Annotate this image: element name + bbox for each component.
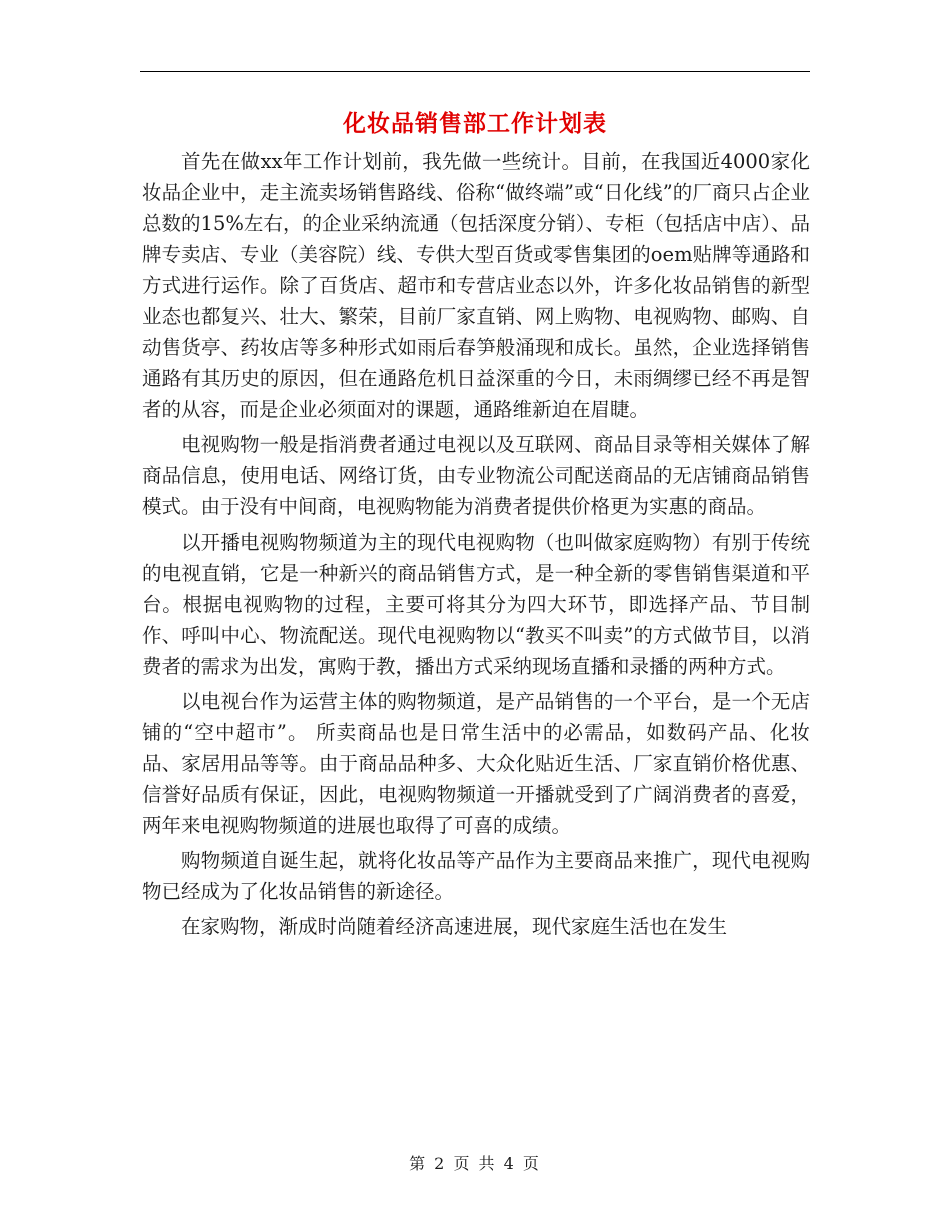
- header-rule: [140, 71, 810, 72]
- paragraph-2: 电视购物一般是指消费者通过电视以及互联网、商品目录等相关媒体了解商品信息，使用电话、网络订货，由专业物流公司配送商品的无店铺商品销售模式。由于没有中间商，电视购物能为消费者提供价格更为实惠的商品。: [142, 433, 810, 519]
- page-number-footer: 第 2 页 共 4 页: [409, 1154, 541, 1173]
- paragraph-1: 首先在做xx年工作计划前，我先做一些统计。目前，在我国近4000家化妆品企业中，走主流卖场销售路线、俗称“做终端”或“日化线”的厂商只占企业总数的15%左右，的企业采纳流通（包括深度分销）、专柜（包括店中店）、品牌专卖店、专业（美容院）线、专供大型百货或零售集团的oem贴牌等通路和方式进行运作。除了百货店、超市和专营店业态以外，许多化妆品销售的新型业态也都复兴、壮大、繁荣，目前厂家直销、网上购物、电视购物、邮购、自动售货亭、药妆店等多种形式如雨后春笋般涌现和成长。虽然，企业选择销售通路有其历史的原因，但在通路危机日益深重的今日，未雨绸缪已经不再是智者的从容，而是企业必须面对的课题，通路维新迫在眉睫。: [142, 150, 810, 421]
- paragraph-5: 购物频道自诞生起，就将化妆品等产品作为主要商品来推广，现代电视购物已经成为了化妆品销售的新途径。: [142, 849, 810, 904]
- document-body: [142, 146, 810, 947]
- paragraph-6: 在家购物，渐成时尚随着经济高速进展，现代家庭生活也在发生: [181, 915, 728, 939]
- paragraph-4: 以电视台作为运营主体的购物频道，是产品销售的一个平台，是一个无店铺的“空中超市”。 所卖商品也是日常生活中的必需品，如数码产品、化妆品、家居用品等等。由于商品品种多、大众化贴近生活、厂家直销价格优惠、信誉好品质有保证，因此，电视购物频道一开播就受到了广阔消费者的喜爱，两年来电视购物频道的进展也取得了可喜的成绩。: [142, 689, 810, 837]
- paragraph-3: 以开播电视购物频道为主的现代电视购物（也叫做家庭购物）有别于传统的电视直销，它是一种新兴的商品销售方式，是一种全新的零售销售渠道和平台。根据电视购物的过程，主要可将其分为四大环节，即选择产品、节目制作、呼叫中心、物流配送。现代电视购物以“教买不叫卖”的方式做节目，以消费者的需求为出发，寓购于教，播出方式采纳现场直播和录播的两种方式。: [142, 530, 810, 678]
- document-title: 化妆品销售部工作计划表: [343, 110, 607, 137]
